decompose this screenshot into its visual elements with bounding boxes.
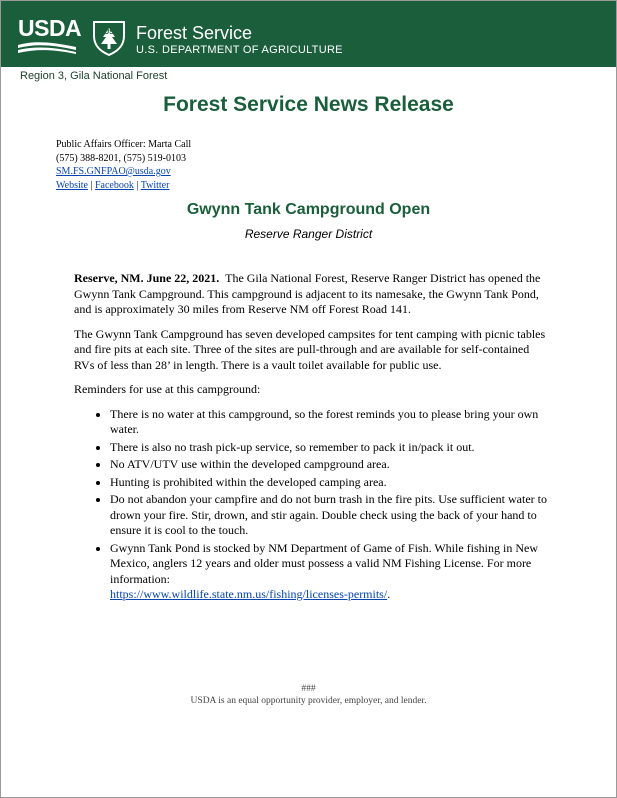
list-item: • There is no water at this campground, so the forest reminds you to please bring your own water. xyxy=(110,407,549,438)
list-item: • No ATV/UTV use within the developed campground area. xyxy=(110,457,549,473)
contact-block xyxy=(56,138,191,192)
usda-logo-text: USDA xyxy=(18,15,82,41)
facebook-link[interactable]: Facebook xyxy=(94,179,134,191)
region-line: Region 3, Gila National Forest xyxy=(20,70,168,82)
link-separator: | xyxy=(87,179,95,191)
equal-opportunity-statement: USDA is an equal opportunity provider, employer, and lender. xyxy=(190,696,427,706)
usda-logo xyxy=(18,15,82,55)
paragraph-intro xyxy=(74,271,549,318)
end-marks: ### xyxy=(301,684,316,694)
contact-officer: Public Affairs Officer: Marta Call xyxy=(56,139,192,150)
list-item: • Do not abandon your campfire and do not burn trash in the fire pits. Use sufficient water to drown your fire. Stir, drown, and stir again. Double check using the back of your hand to ensure it is cool to the touch. xyxy=(110,492,549,539)
dateline: Reserve, NM. June 22, 2021. xyxy=(74,271,220,285)
list-item xyxy=(110,541,549,603)
forest-service-shield-icon xyxy=(91,19,127,57)
paragraph-1-text: The Gila National Forest, Reserve Ranger District has opened the Gwynn Tank Campground. This campground is adjacent to its namesake, the Gwynn Tank Pond, and is approximately 30 miles from Reserve NM off Forest Road 141. xyxy=(74,271,541,316)
twitter-link[interactable]: Twitter xyxy=(140,179,170,191)
fishing-bullet-text: Gwynn Tank Pond is stocked by NM Department of Game of Fish. While fishing in New Mexico, anglers 12 years and older must possess a valid NM Fishing License. For more information: xyxy=(110,540,538,586)
contact-email-link[interactable]: SM.FS.GNFPAO@usda.gov xyxy=(56,166,171,177)
header-banner xyxy=(1,1,616,67)
contact-phones: (575) 388-8201, (575) 519-0103 xyxy=(56,152,186,164)
list-item: • There is also no trash pick-up service, so remember to pack it in/pack it out. xyxy=(110,440,549,456)
department-name: U.S. DEPARTMENT OF AGRICULTURE xyxy=(136,44,343,56)
fishing-license-link[interactable]: https://www.wildlife.state.nm.us/fishing/licenses-permits/ xyxy=(110,587,388,601)
article-body xyxy=(74,271,549,605)
agency-name: Forest Service xyxy=(136,23,253,43)
news-release-title: Forest Service News Release xyxy=(163,93,454,116)
paragraph-2: The Gwynn Tank Campground has seven developed campsites for tent camping with picnic tables and fire pits at each site. Three of the sites are pull-through and are available for self-contained RVs of less than 28’ in length. There is a vault toilet available for public use. xyxy=(74,326,546,372)
social-links xyxy=(56,179,191,193)
reminders-intro: Reminders for use at this campground: xyxy=(74,382,261,396)
usda-swoosh-icon xyxy=(18,39,76,55)
website-link[interactable]: Website xyxy=(56,179,88,191)
link-separator: | xyxy=(133,179,141,191)
fishing-bullet-end: . xyxy=(387,587,391,601)
list-item: • Hunting is prohibited within the developed camping area. xyxy=(110,475,549,491)
shield-lettering: US xyxy=(104,29,114,36)
footer xyxy=(1,683,616,707)
reminders-list xyxy=(74,407,549,603)
article-headline: Gwynn Tank Campground Open xyxy=(186,201,431,218)
article-subheadline: Reserve Ranger District xyxy=(244,227,373,241)
